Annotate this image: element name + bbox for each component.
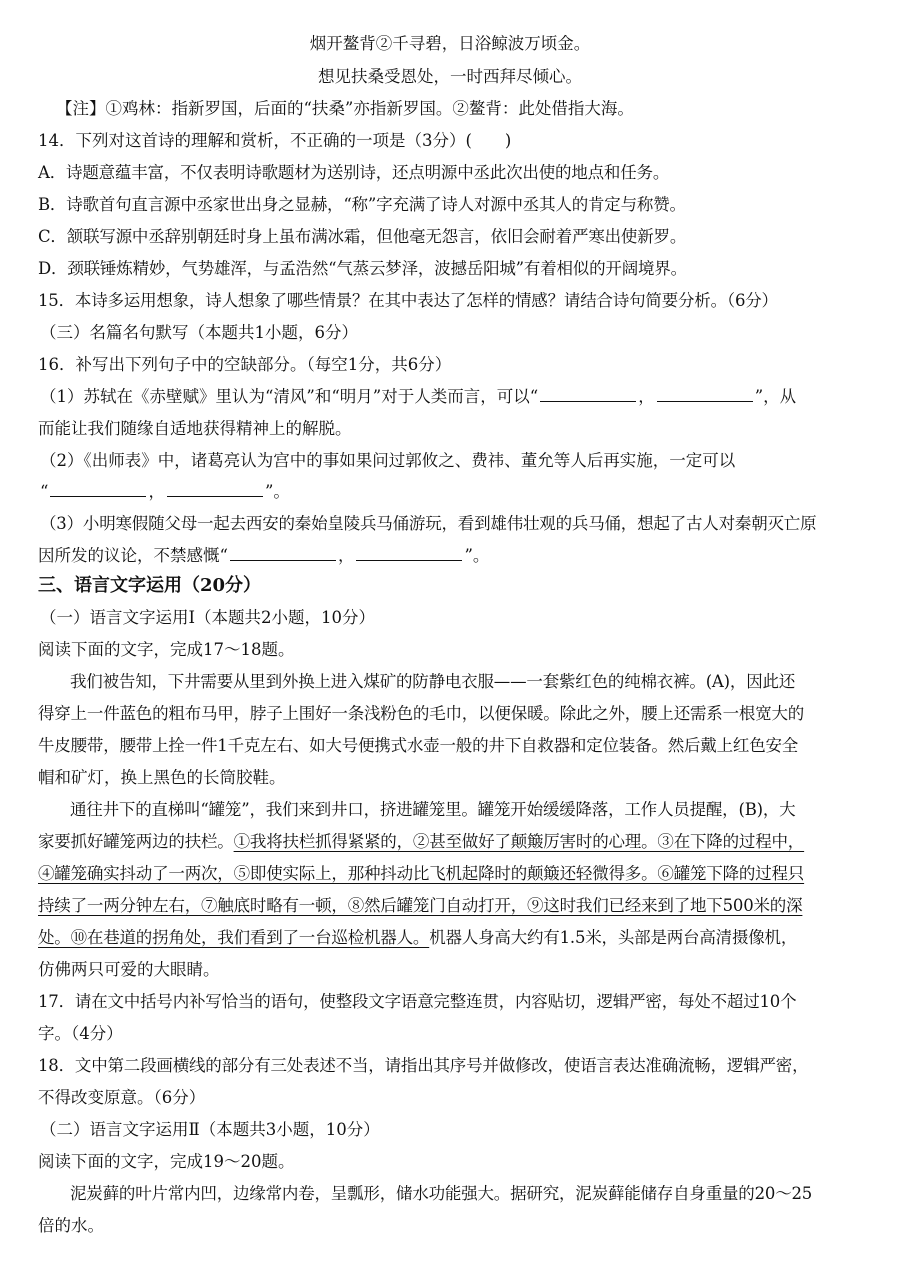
- subsection-heading: （二）语言文字运用Ⅱ（本题共3小题，10分）: [40, 1120, 380, 1139]
- passage-line: 帽和矿灯，换上黑色的长筒胶鞋。: [38, 768, 286, 787]
- poem-note: 【注】①鸡林：指新罗国，后面的“扶桑”亦指新罗国。②鳌背：此处借指大海。: [56, 99, 634, 118]
- question-14-stem: 14．下列对这首诗的理解和赏析，不正确的一项是（3分）( ): [38, 131, 512, 150]
- question-16-stem: 16．补写出下列句子中的空缺部分。（每空1分，共6分）: [38, 355, 452, 374]
- option-a: A．诗题意蕴丰富，不仅表明诗歌题材为送别诗，还点明源中丞此次出使的地点和任务。: [38, 163, 670, 182]
- question-16-item-1-cont: 而能让我们随缘自适地获得精神上的解脱。: [38, 419, 352, 438]
- answer-blank[interactable]: [230, 545, 336, 561]
- answer-blank[interactable]: [167, 481, 263, 497]
- subsection-heading: （一）语言文字运用Ⅰ（本题共2小题，10分）: [40, 608, 376, 627]
- part-heading: 三、语言文字运用（20分）: [38, 575, 262, 596]
- passage-line: 处。⑩在巷道的拐角处，我们看到了一台巡检机器人。机器人身高大约有1.5米，头部是两台高清摄像机，: [38, 928, 798, 947]
- answer-blank[interactable]: [356, 545, 462, 561]
- question-16-item-3-cont: 因所发的议论，不禁感慨“ ， ”。: [38, 546, 490, 565]
- passage-line: 仿佛两只可爱的大眼睛。: [38, 960, 220, 979]
- underlined-text: 持续了一两分钟左右，⑦触底时略有一顿，⑧然后罐笼门自动打开，⑨这时我们已经来到了地下500米的深: [38, 896, 803, 915]
- passage-line: 牛皮腰带，腰带上拴一件1千克左右、如大号便携式水壶一般的井下自救器和定位装备。然后戴上红色安全: [38, 736, 799, 755]
- question-18: 18．文中第二段画横线的部分有三处表述不当，请指出其序号并做修改，使语言表达准确流畅，逻辑严密，: [38, 1056, 809, 1075]
- question-16-item-2-cont: “ ， ”。: [40, 482, 290, 501]
- answer-blank[interactable]: [540, 386, 636, 402]
- option-b: B．诗歌首句直言源中丞家世出身之显赫，“称”字充满了诗人对源中丞其人的肯定与称赞。: [38, 195, 686, 214]
- underlined-text: 处。⑩在巷道的拐角处，我们看到了一台巡检机器人。: [38, 928, 430, 947]
- passage-line: 泥炭藓的叶片常内凹，边缘常内卷，呈瓢形，储水功能强大。据研究，泥炭藓能储存自身重量的20～25: [70, 1184, 813, 1203]
- question-16-item-1: （1）苏轼在《赤壁赋》里认为“清风”和“明月”对于人类而言，可以“ ， ”，从: [40, 387, 797, 406]
- passage-line: 我们被告知，下井需要从里到外换上进入煤矿的防静电衣服——一套紫红色的纯棉衣裤。(A)，因此还: [70, 672, 796, 691]
- answer-blank[interactable]: [657, 386, 753, 402]
- poem-line: 烟开鳌背②千寻碧，日浴鲸波万顷金。: [309, 34, 591, 53]
- reading-instruction: 阅读下面的文字，完成19～20题。: [38, 1152, 295, 1171]
- question-17-cont: 字。（4分）: [38, 1024, 123, 1043]
- passage-line: 家要抓好罐笼两边的扶栏。①我将扶栏抓得紧紧的，②甚至做好了颠簸厉害时的心理。③在下降的过程中，: [38, 832, 805, 851]
- passage-line: 倍的水。: [38, 1216, 104, 1235]
- underlined-text: ④罐笼确实抖动了一两次，⑤即使实际上，那种抖动比飞机起降时的颠簸还轻微得多。⑥罐笼下降的过程只: [38, 864, 805, 883]
- option-d: D．颈联锤炼精妙，气势雄浑，与孟浩然“气蒸云梦泽，波撼岳阳城”有着相似的开阔境界。: [38, 259, 687, 278]
- question-16-item-3: （3）小明寒假随父母一起去西安的秦始皇陵兵马俑游玩，看到雄伟壮观的兵马俑，想起了古人对秦朝灭亡原: [40, 514, 817, 533]
- section-heading: （三）名篇名句默写（本题共1小题，6分）: [40, 323, 358, 342]
- question-17: 17．请在文中括号内补写恰当的语句，使整段文字语意完整连贯，内容贴切，逻辑严密，每处不超过10个: [38, 992, 797, 1011]
- underlined-text: ①我将扶栏抓得紧紧的，②甚至做好了颠簸厉害时的心理。③在下降的过程中，: [233, 832, 805, 851]
- question-16-item-2: （2）《出师表》中，诸葛亮认为宫中的事如果问过郭攸之、费祎、董允等人后再实施，一定可以: [40, 451, 736, 470]
- passage-line: 通往井下的直梯叫“罐笼”，我们来到井口，挤进罐笼里。罐笼开始缓缓降落，工作人员提醒，(B)，大: [70, 800, 796, 819]
- poem-line: 想见扶桑受恩处，一时西拜尽倾心。: [318, 67, 582, 86]
- option-c: C．颔联写源中丞辞别朝廷时身上虽布满冰霜，但他毫无怨言，依旧会耐着严寒出使新罗。: [38, 227, 687, 246]
- question-18-cont: 不得改变原意。（6分）: [38, 1088, 206, 1107]
- answer-blank[interactable]: [50, 481, 146, 497]
- question-15: 15．本诗多运用想象，诗人想象了哪些情景？在其中表达了怎样的情感？请结合诗句简要分析。（6分）: [38, 291, 778, 310]
- passage-line: 得穿上一件蓝色的粗布马甲，脖子上围好一条浅粉色的毛巾，以便保暖。除此之外，腰上还需系一根宽大的: [38, 704, 805, 723]
- reading-instruction: 阅读下面的文字，完成17～18题。: [38, 640, 295, 659]
